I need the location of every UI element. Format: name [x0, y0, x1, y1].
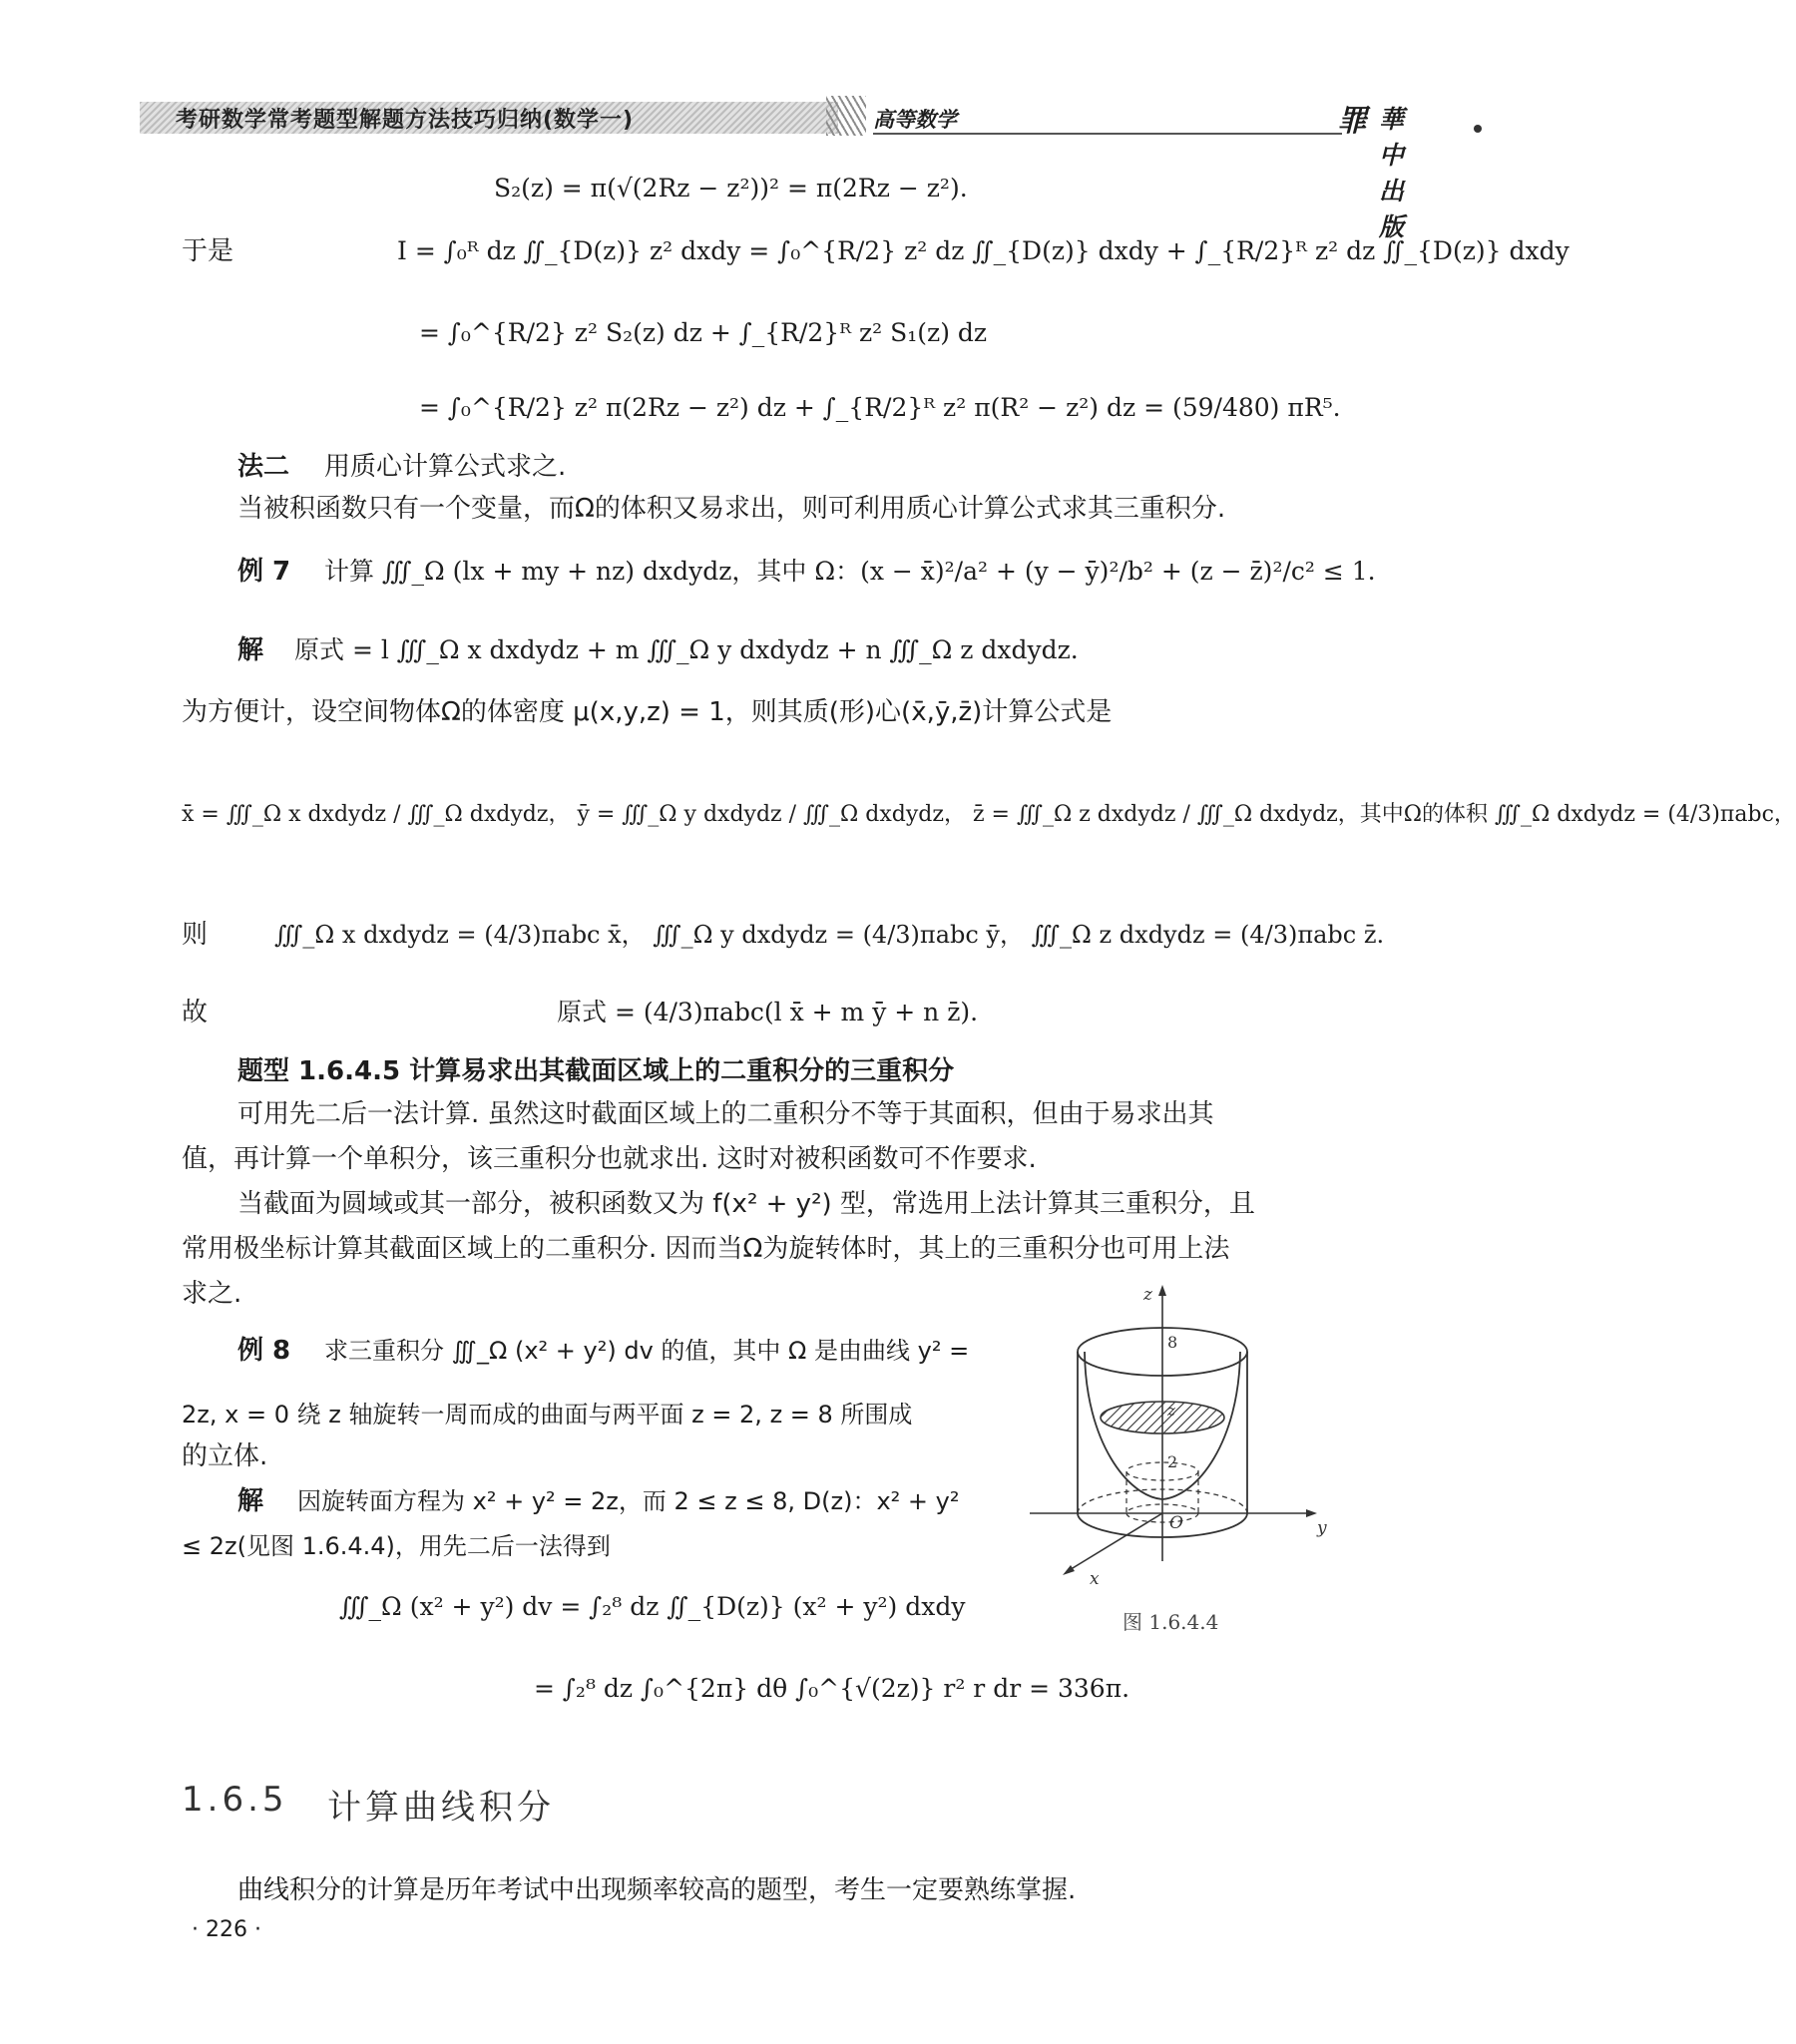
- cross-section-disk: [1101, 1402, 1224, 1433]
- label-yushi: 于是: [182, 236, 234, 266]
- label-gu: 故: [182, 998, 209, 1027]
- solution-7-equation: 原式 = l ∭_Ω x dxdydz + m ∭_Ω y dxdydz + n ∭_Ω z dxdydz.: [294, 635, 1079, 664]
- z-axis-label: z: [1143, 1285, 1152, 1305]
- example-7-problem: 计算 ∭_Ω (lx + my + nz) dxdydz，其中 Ω：(x − x̄)²/a² + (y − ȳ)²/b² + (z − z̄)²/c² ≤ 1.: [324, 557, 1376, 586]
- paragraph-polar-a: 当截面为圆域或其一部分，被积函数又为 f(x² + y²) 型，常选用上法计算其三重积分，且: [237, 1189, 1255, 1219]
- z-top-label: 8: [1167, 1333, 1178, 1352]
- section-number: 1.6.5: [182, 1780, 288, 1820]
- paragraph-method-a: 可用先二后一法计算. 虽然这时截面区域上的二重积分不等于其面积，但由于易求出其: [237, 1099, 1214, 1129]
- paragraph-polar-b: 常用极坐标计算其截面区域上的二重积分. 因而当Ω为旋转体时，其上的三重积分也可用上法: [182, 1234, 1230, 1264]
- header-divider: [826, 96, 866, 136]
- z-mid-label: z: [1167, 1402, 1175, 1420]
- publisher-logo: 罪: [1337, 104, 1367, 139]
- x-axis-arrow: [1063, 1565, 1075, 1575]
- paragraph-method-b: 值，再计算一个单积分，该三重积分也就求出. 这时对被积函数可不作要求.: [182, 1144, 1037, 1174]
- publisher-name: 華中出版: [1379, 105, 1405, 241]
- paragraph-centroid-intro: 当被积函数只有一个变量，而Ω的体积又易求出，则可利用质心计算公式求其三重积分.: [237, 494, 1226, 524]
- example-8-line3: 的立体.: [182, 1441, 268, 1471]
- equation-I-step2: = ∫₀^{R/2} z² S₂(z) dz + ∫_{R/2}ᴿ z² S₁(z) dz: [419, 318, 988, 347]
- equation-result-7: 原式 = (4/3)πabc(l x̄ + m ȳ + n z̄).: [557, 998, 979, 1026]
- example-7-label: 例 7: [237, 557, 291, 587]
- z-low-label: 2: [1167, 1452, 1178, 1471]
- equation-8-step1: ∭_Ω (x² + y²) dv = ∫₂⁸ dz ∬_{D(z)} (x² + y²) dxdy: [339, 1592, 966, 1621]
- equation-I-step3: = ∫₀^{R/2} z² π(2Rz − z²) dz + ∫_{R/2}ᴿ z² π(R² − z²) dz = (59/480) πR⁵.: [419, 393, 1341, 422]
- origin-label: O: [1169, 1513, 1183, 1533]
- label-ze: 则: [182, 920, 209, 950]
- header-rule: [873, 133, 1342, 135]
- equation-s2: S₂(z) = π(√(2Rz − z²))² = π(2Rz − z²).: [494, 174, 968, 203]
- method-two-text: 用质心计算公式求之.: [324, 452, 567, 482]
- paragraph-polar-c: 求之.: [182, 1279, 242, 1309]
- figure-caption: 图 1.6.4.4: [1122, 1610, 1219, 1634]
- header-dot: [1474, 125, 1482, 133]
- equation-moments: ∭_Ω x dxdydz = (4/3)πabc x̄， ∭_Ω y dxdydz = (4/3)πabc ȳ， ∭_Ω z dxdydz = (4/3)πabc z̄.: [274, 921, 1385, 949]
- x-axis-label: x: [1090, 1569, 1100, 1589]
- solution-7-label: 解: [237, 635, 264, 665]
- z-axis-arrow: [1158, 1285, 1166, 1296]
- paraboloid-figure: [1028, 1282, 1337, 1606]
- centroid-formulas: x̄ = ∭_Ω x dxdydz / ∭_Ω dxdydz， ȳ = ∭_Ω y dxdydz / ∭_Ω dxdydz， z̄ = ∭_Ω z dxdydz / ∭_Ω dxdydz，其中Ω的体积 ∭_Ω dxdydz = (4/3)πabc，: [182, 802, 1796, 827]
- example-8-label: 例 8: [237, 1336, 291, 1366]
- page-number: · 226 ·: [192, 1917, 261, 1942]
- example-8-line2: 2z, x = 0 绕 z 轴旋转一周而成的曲面与两平面 z = 2, z = 8 所围成: [182, 1401, 913, 1429]
- method-two-label: 法二: [237, 452, 290, 482]
- paragraph-curve-integral: 曲线积分的计算是历年考试中出现频率较高的题型，考生一定要熟练掌握.: [237, 1875, 1077, 1905]
- equation-I: I = ∫₀ᴿ dz ∬_{D(z)} z² dxdy = ∫₀^{R/2} z² dz ∬_{D(z)} dxdy + ∫_{R/2}ᴿ z² dz ∬_{D(z)} dxdy: [397, 236, 1570, 265]
- type-heading: 题型 1.6.4.5 计算易求出其截面区域上的二重积分的三重积分: [237, 1056, 955, 1086]
- section-title: 计算曲线积分: [327, 1788, 555, 1828]
- solution-8-label: 解: [237, 1486, 264, 1516]
- solution-8-line2: ≤ 2z(见图 1.6.4.4)，用先二后一法得到: [182, 1532, 611, 1560]
- chapter-subject: 高等数学: [873, 108, 957, 132]
- example-8-line1: 求三重积分 ∭_Ω (x² + y²) dv 的值，其中 Ω 是由曲线 y² =: [324, 1337, 970, 1365]
- book-title: 考研数学常考题型解题方法技巧归纳(数学一): [176, 108, 635, 133]
- solution-8-line1: 因旋转面方程为 x² + y² = 2z，而 2 ≤ z ≤ 8, D(z)：x² + y²: [297, 1487, 960, 1515]
- paragraph-density: 为方便计，设空间物体Ω的体密度 μ(x,y,z) = 1，则其质(形)心(x̄,ȳ,z̄)计算公式是: [182, 697, 1113, 727]
- equation-8-step2: = ∫₂⁸ dz ∫₀^{2π} dθ ∫₀^{√(2z)} r² r dr = 336π.: [534, 1674, 1130, 1703]
- y-axis-arrow: [1306, 1509, 1317, 1517]
- y-axis-label: y: [1317, 1518, 1327, 1538]
